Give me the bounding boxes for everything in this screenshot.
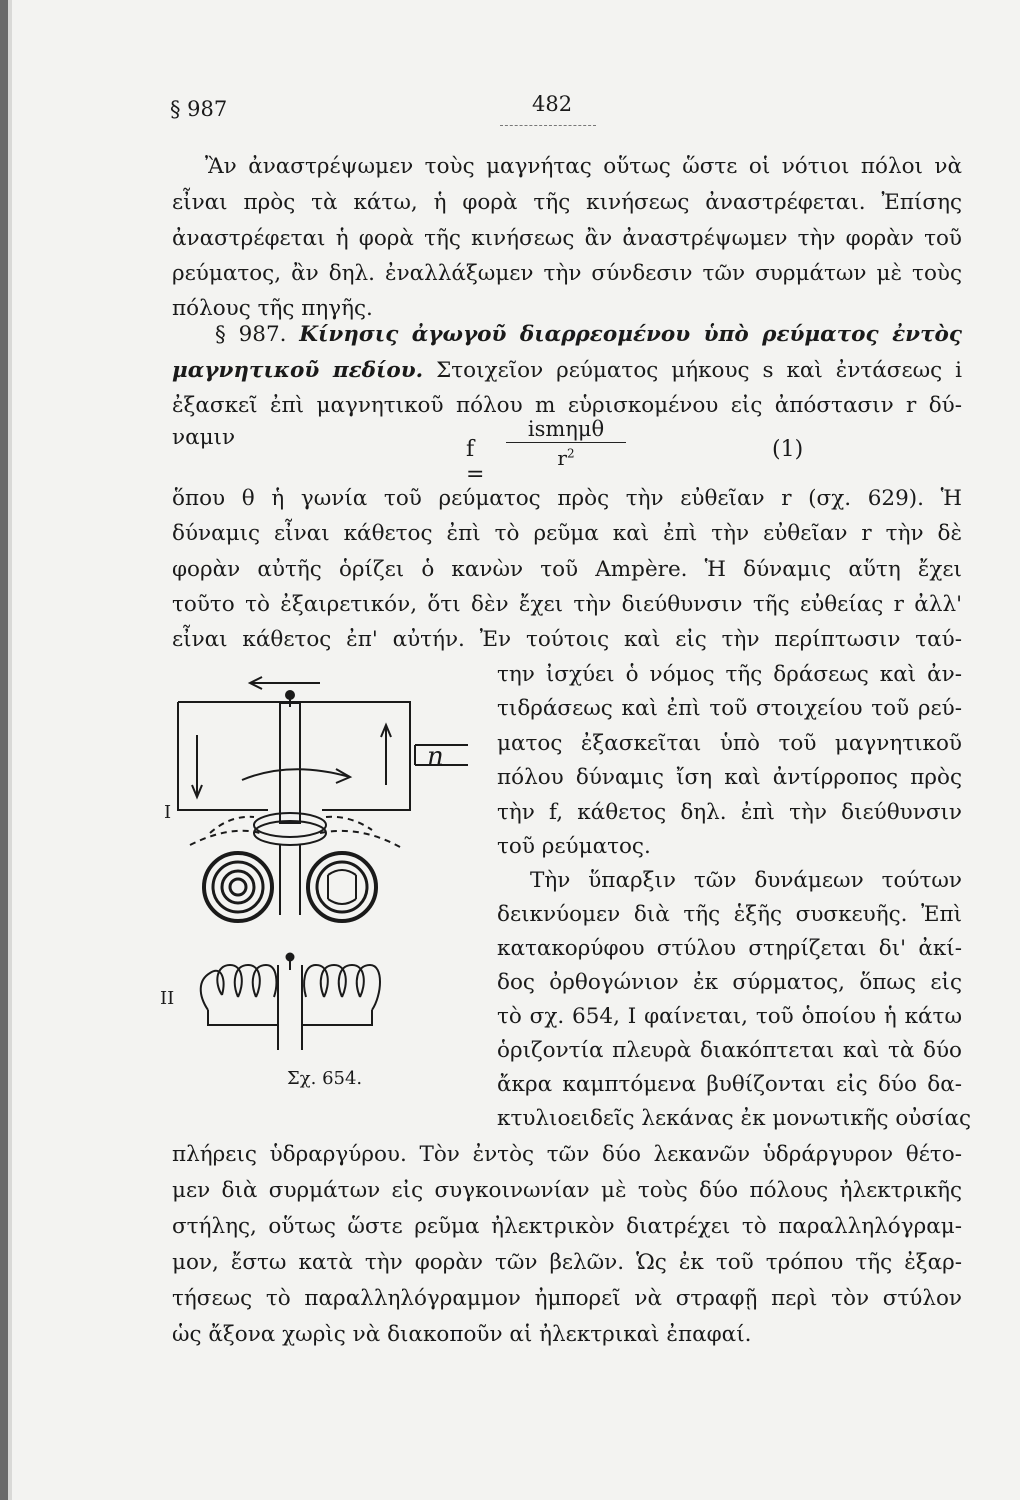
fraction-bar xyxy=(506,442,626,443)
current-arrow-right xyxy=(381,725,391,785)
text-line: τὸ σχ. 654, I φαίνεται, τοῦ ὁποίου ἡ κάτω xyxy=(497,1004,962,1029)
text-line: ὅπου θ ἡ γωνία τοῦ ρεύματος πρὸς τὴν εὐθεῖαν r (σχ. 629). Ἡ xyxy=(172,486,962,511)
text-line: τιδράσεως καὶ ἐπὶ τοῦ στοιχείου τοῦ ρεύ- xyxy=(497,696,962,721)
text-line: ρεύματος, ἂν δηλ. ἐναλλάξωμεν τὴν σύνδεσιν τῶν συρμάτων μὲ τοὺς xyxy=(172,261,962,286)
text-run: Στοιχεῖον ρεύματος μήκους s καὶ ἐντάσεως i xyxy=(436,358,962,383)
text-line: τοῦ ρεύματος. xyxy=(497,834,651,859)
text-line: πόλου δύναμις ἴση καὶ ἀντίρροπος πρὸς xyxy=(497,765,962,790)
section-title: Κίνησις ἀγωγοῦ διαρρεομένου ὑπὸ ρεύματος ἐντὸς xyxy=(299,322,962,347)
current-arrow-left xyxy=(192,735,202,797)
text-line: ματος ἐξασκεῖται ὑπὸ τοῦ μαγνητικοῦ xyxy=(497,731,962,756)
column xyxy=(280,703,300,823)
text-line: δος ὀρθογώνιον ἐκ σύρματος, ὅπως εἰς xyxy=(497,970,962,995)
text-line xyxy=(172,356,962,386)
figure-part-label: I xyxy=(164,802,172,823)
rotation-arrow xyxy=(242,769,350,780)
text-line: ἀναστρέφεται ἡ φορὰ τῆς κινήσεως ἂν ἀναστρέψωμεν τὴν φορὰν τοῦ xyxy=(172,226,962,251)
pole-label: n xyxy=(427,742,444,772)
formula-numerator: ismημθ xyxy=(527,417,605,441)
section-title-cont: μαγνητικοῦ πεδίου. xyxy=(172,358,424,383)
text-line: στήλης, οὕτως ὥστε ρεῦμα ἠλεκτρικὸν διατρέχει τὸ παραλληλόγραμ- xyxy=(172,1214,962,1239)
text-line: τήσεως τὸ παραλληλόγραμμον ἠμπορεῖ νὰ στραφῇ περὶ τὸν στύλον xyxy=(172,1286,962,1311)
text-line: φορὰν αὐτῆς ὁρίζει ὁ κανὼν τοῦ Ampère. Ἡ δύναμις αὕτη ἔχει xyxy=(172,557,962,582)
text-line: δύναμις εἶναι κάθετος ἐπὶ τὸ ρεῦμα καὶ ἐπὶ τὴν εὐθεῖαν r τὴν δὲ xyxy=(172,521,962,546)
text-line: πλήρεις ὑδραργύρου. Τὸν ἐντὸς τῶν δύο λεκανῶν ὑδράργυρον θέτο- xyxy=(172,1142,962,1167)
text-line: μεν διὰ συρμάτων εἰς συγκοινωνίαν μὲ τοὺς δύο πόλους ἠλεκτρικῆς xyxy=(172,1178,962,1203)
text-line: ναμιν xyxy=(172,425,236,450)
wire-rectangle xyxy=(178,702,410,810)
formula-lhs: f = xyxy=(466,437,485,487)
text-line: Ἂν ἀναστρέψωμεν τοὺς μαγνήτας οὕτως ὥστε οἱ νότιοι πόλοι νὰ xyxy=(205,154,962,179)
running-section-number: § 987 xyxy=(170,97,228,121)
formula-number: (1) xyxy=(772,437,804,462)
mercury-cup-right xyxy=(308,853,376,921)
text-line: την ἰσχύει ὁ νόμος τῆς δράσεως καὶ ἀν- xyxy=(497,662,962,687)
section-heading-line xyxy=(215,320,962,350)
text-line: κατακορύφου στύλου στηρίζεται δι' ἀκί- xyxy=(497,936,962,961)
section-number: § 987. xyxy=(215,322,287,347)
text-line: τὴν f, κάθετος δηλ. ἐπὶ τὴν διεύθυνσιν xyxy=(497,800,962,825)
page-edge-highlight xyxy=(8,0,12,1500)
text-line: Τὴν ὕπαρξιν τῶν δυνάμεων τούτων xyxy=(530,868,962,893)
text-line: κτυλιοειδεῖς λεκάνας ἐκ μονωτικῆς οὐσίας xyxy=(497,1106,972,1131)
page-edge-shadow xyxy=(0,0,8,1500)
text-line: μον, ἔστω κατὰ τὴν φορὰν τῶν βελῶν. Ὡς ἐκ τοῦ τρόπου τῆς ἐξαρ- xyxy=(172,1250,962,1275)
text-line: πόλους τῆς πηγῆς. xyxy=(172,296,373,321)
text-line: εἶναι πρὸς τὰ κάτω, ἡ φορὰ τῆς κινήσεως ἀναστρέφεται. Ἐπίσης xyxy=(172,190,962,215)
text-line: τοῦτο τὸ ἐξαιρετικόν, ὅτι δὲν ἔχει τὴν διεύθυνσιν τῆς εὐθείας r ἀλλ' xyxy=(172,592,962,617)
text-line: ὁριζοντία πλευρὰ διακόπτεται καὶ τὰ δύο xyxy=(497,1038,962,1063)
formula-denominator: $r^2$ xyxy=(557,446,575,470)
mercury-cup-left xyxy=(204,853,272,921)
coil xyxy=(201,954,380,1051)
current-arrow-top xyxy=(250,677,320,689)
text-line: ἄκρα καμπτόμενα βυθίζονται εἰς δύο δα- xyxy=(497,1072,962,1097)
text-line: εἶναι κάθετος ἐπ' αὐτήν. Ἐν τούτοις καὶ εἰς τὴν περίπτωσιν ταύ- xyxy=(172,627,962,652)
page-number: 482 xyxy=(532,92,573,116)
figure-caption: Σχ. 654. xyxy=(287,1068,363,1089)
text-line: ἐξασκεῖ ἐπὶ μαγνητικοῦ πόλου m εὑρισκομένου εἰς ἀπόστασιν r δύ- xyxy=(172,393,962,418)
figure-654 xyxy=(150,665,490,1105)
formula-fraction xyxy=(506,417,626,470)
text-line: ὡς ἄξονα χωρὶς νὰ διακοποῦν αἱ ἠλεκτρικαὶ ἐπαφαί. xyxy=(172,1322,752,1347)
text-line: δεικνύομεν διὰ τῆς ἑξῆς συσκευῆς. Ἐπὶ xyxy=(497,902,962,927)
figure-part-label: II xyxy=(160,988,175,1009)
header-rule xyxy=(500,122,596,126)
